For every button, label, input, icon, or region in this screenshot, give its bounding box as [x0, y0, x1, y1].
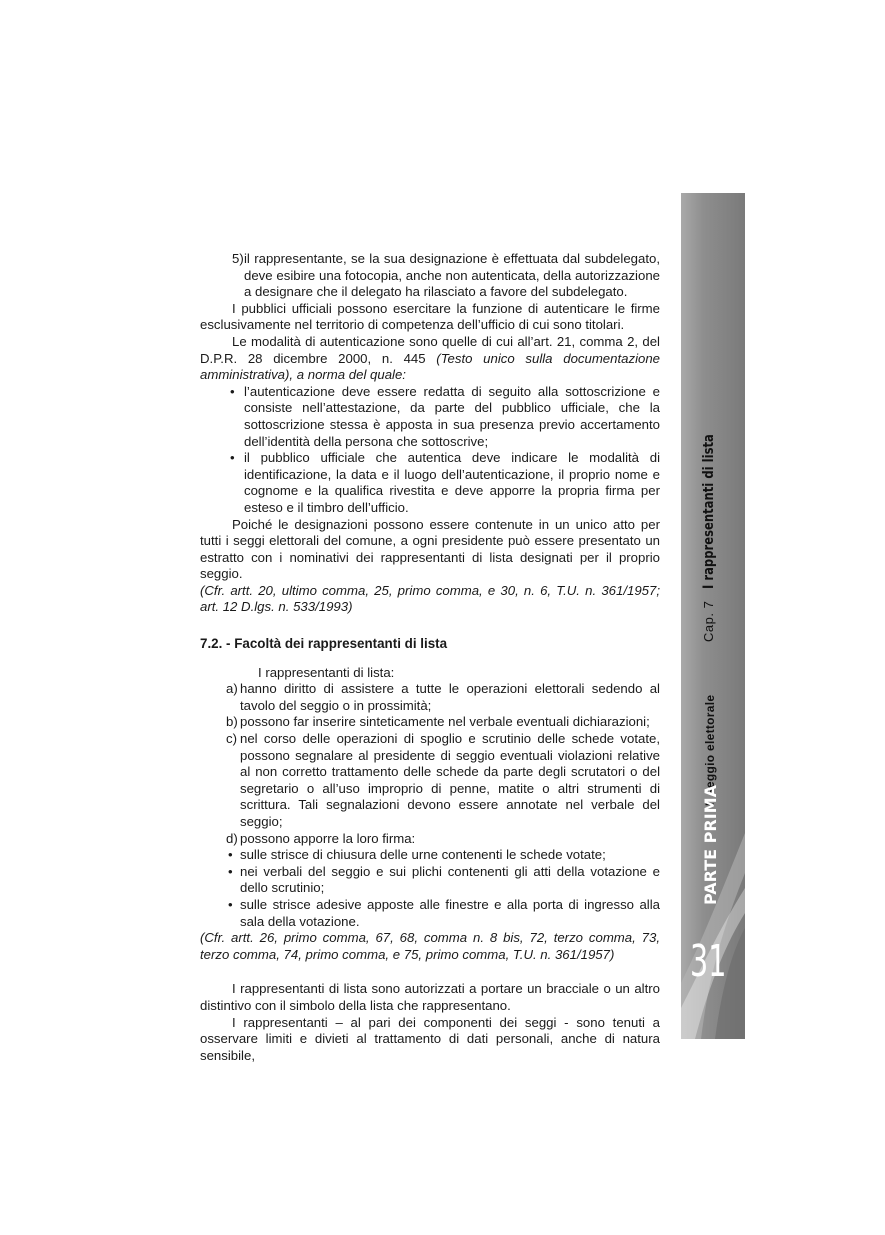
list-number: 5) [232, 251, 244, 266]
paragraph-2-italic: (Testo unico sulla documentazione amministrativa) [200, 350, 661, 383]
paragraph-5: I rappresentanti – al pari dei componenti dei seggi - sono tenuti a osservare limiti e divieti al trattamento di dati personali, anche di natura sensibile, [200, 1014, 660, 1063]
chapter-label [700, 395, 717, 642]
reference-note-2: (Cfr. artt. 26, primo comma, 67, 68, comma n. 8 bis, 72, terzo comma, 73, terzo comma, 74, primo comma, e 75, primo comma, T.U. n. 361/1957) [200, 930, 660, 962]
dot-text: sulle strisce adesive apposte alle finestre e alla porta di ingresso alla sala della votazione. [240, 896, 660, 929]
letter-text: possono far inserire sinteticamente nel verbale eventuali dichiarazioni; [240, 714, 650, 730]
bullet-text: l’autenticazione deve essere redatta di seguito alla sottoscrizione e consiste nell’attestazione, da parte del pubblico ufficiale, che la sottoscrizione stessa è apposta in sua presenza previo accertamento dell’identità della persona che sottoscrive; [244, 383, 660, 449]
letter-item-c [200, 731, 660, 831]
letter-item-d [200, 831, 660, 848]
letter-text: hanno diritto di assistere a tutte le operazioni elettorali sedendo al tavolo del seggio o in prossimità; [240, 681, 660, 713]
chapter-prefix: Cap. 7 [701, 600, 716, 642]
dot-text: nei verbali del seggio e sui plichi contenenti gli atti della votazione e dello scrutinio; [240, 863, 660, 896]
dot-item [200, 847, 660, 864]
paragraph-2-text: Le modalità di autenticazione sono quelle di cui all’art. 21, comma 2, del D.P.R. 28 dicembre 2000, n. 445 [200, 333, 660, 366]
letter-text: nel corso delle operazioni di spoglio e scrutinio delle schede votate, possono segnalare al presidente di seggio eventuali violazioni relative al non corretto trattamento delle schede da parte degli scrutatori o del segretario o all’uso improprio di penne, matite o altri strumenti di scrittura. Tali segnalazioni devono essere annotate nel verbale del seggio; [240, 731, 660, 829]
bullet-item [200, 384, 660, 450]
list-intro: I rappresentanti di lista: [258, 664, 395, 680]
dot-text: sulle strisce di chiusura delle urne contenenti le schede votate; [240, 847, 606, 863]
bullet-icon: • [228, 863, 233, 879]
paragraph-4: I rappresentanti di lista sono autorizzati a portare un bracciale o un altro distintivo con il simbolo della lista che rappresentano. [200, 981, 660, 1013]
paragraph-2 [200, 334, 660, 384]
letter-item-b [200, 714, 660, 731]
section-label: Il seggio elettorale [703, 694, 717, 806]
list-item-text: il rappresentante, se la sua designazione è effettuata dal subdelegato, deve esibire una fotocopia, anche non autenticata, della autorizzazione a designare che il delegato ha rilasciato a favore del subdelegato. [244, 251, 660, 300]
letter-label: a) [226, 681, 238, 697]
part-label: PARTE PRIMA [701, 785, 720, 905]
bullet-item [200, 450, 660, 516]
page-body [200, 251, 660, 1064]
paragraph-2-tail: , a norma del quale: [289, 367, 406, 383]
spacer [200, 963, 660, 981]
dot-item [200, 897, 660, 930]
bullet-icon: • [228, 847, 233, 863]
bullet-icon: • [228, 896, 233, 912]
dot-item [200, 864, 660, 897]
letter-label: c) [226, 731, 237, 747]
letter-item-a [200, 681, 660, 714]
paragraph-3: Poiché le designazioni possono essere contenute in un unico atto per tutti i seggi elettorali del comune, a ogni presidente può essere presentato un estratto con i nominativi dei rappresentanti di lista designati per il proprio seggio. [200, 516, 660, 582]
page-number: 31 [690, 936, 727, 987]
bullet-icon: • [230, 383, 235, 399]
letter-text: possono apporre la loro firma: [240, 830, 416, 846]
chapter-title: I rappresentanti di lista [701, 433, 717, 589]
reference-note-1: (Cfr. artt. 20, ultimo comma, 25, primo comma, e 30, n. 6, T.U. n. 361/1957; art. 12 D.lgs. n. 533/1993) [200, 582, 660, 615]
letter-label: d) [226, 830, 238, 846]
paragraph-1: I pubblici ufficiali possono esercitare la funzione di autenticare le firme esclusivamente nel territorio di competenza dell’ufficio di cui sono titolari. [200, 300, 660, 333]
section-heading: 7.2. - Facoltà dei rappresentanti di lista [200, 636, 448, 652]
bullet-text: il pubblico ufficiale che autentica deve indicare le modalità di identificazione, la data e il luogo dell’autenticazione, il proprio nome e cognome e la qualifica rivestita e deve apporre la propria firma per esteso e il timbro dell’ufficio. [244, 450, 660, 515]
list-item-5 [200, 251, 660, 301]
bullet-icon: • [230, 450, 235, 466]
letter-label: b) [226, 714, 238, 730]
